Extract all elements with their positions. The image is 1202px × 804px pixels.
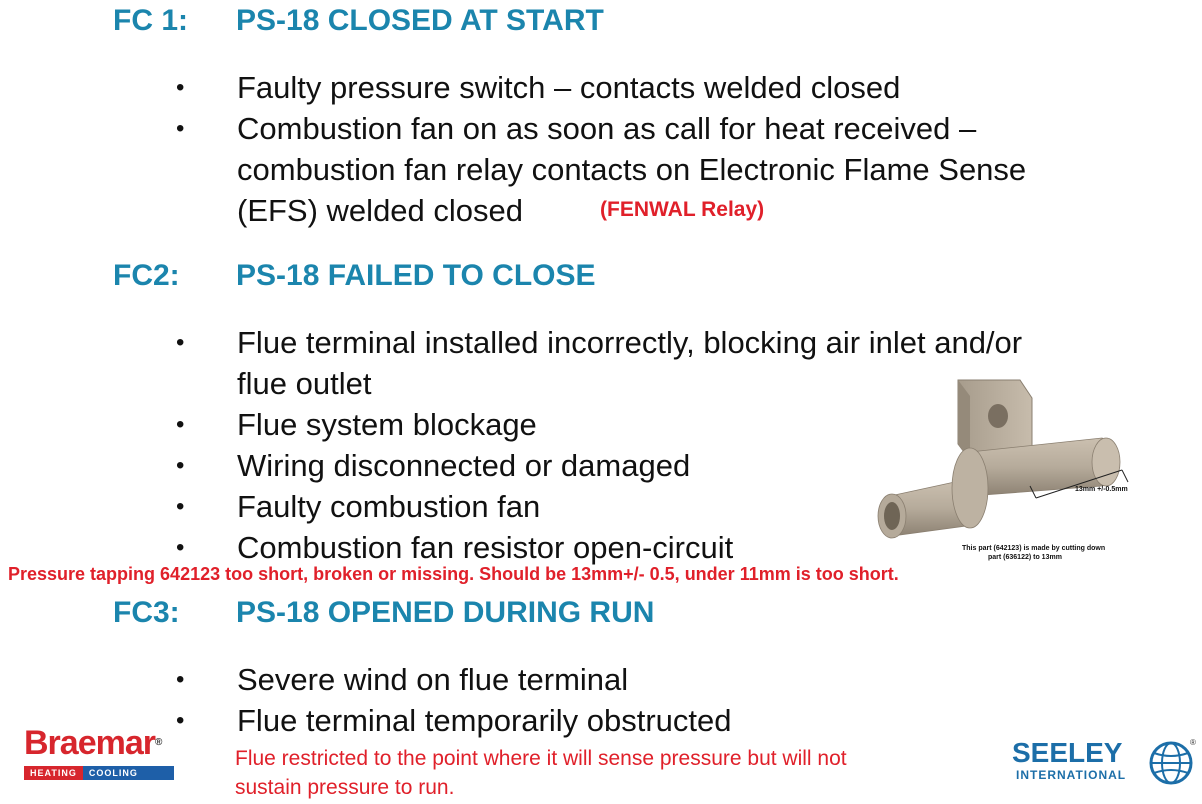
seeley-registered: ® (1190, 738, 1196, 747)
braemar-wordmark (24, 724, 161, 762)
section-heading-fc3 (113, 595, 753, 631)
pressure-tapping-note: Pressure tapping 642123 too short, broken or missing. Should be 13mm+/- 0.5, under 11mm is too short. (8, 564, 899, 584)
bullet-text: Severe wind on flue terminal (237, 662, 629, 697)
bullet-icon: • (176, 74, 185, 101)
section-code: FC3: (113, 596, 180, 629)
bullet-icon: • (176, 411, 185, 438)
section-code: FC 1: (113, 4, 188, 37)
bullet-icon: • (176, 493, 185, 520)
section-title: PS-18 FAILED TO CLOSE (236, 259, 596, 292)
braemar-name: Braemar (24, 724, 155, 762)
section-code: FC2: (113, 259, 180, 292)
pressure-tapping-part-image (870, 368, 1170, 568)
dimension-label: 13mm +/-0.5mm (1075, 486, 1128, 493)
figure-caption-line-1: This part (642123) is made by cutting down (962, 545, 1106, 552)
bullet-text: Wiring disconnected or damaged (237, 448, 691, 483)
bullet-icon: • (176, 666, 185, 693)
section-title: PS-18 OPENED DURING RUN (236, 596, 655, 629)
bullet-icon: • (176, 329, 185, 356)
section-heading-fc1 (113, 3, 713, 39)
braemar-tagline (24, 766, 174, 780)
braemar-tag-cooling: COOLING (83, 766, 174, 780)
seeley-sub: INTERNATIONAL (1016, 768, 1127, 782)
bullet-text: Combustion fan resistor open-circuit (237, 530, 734, 565)
bullet-icon: • (176, 115, 185, 142)
flue-restricted-note-line-1: Flue restricted to the point where it will sense pressure but will not (235, 747, 847, 770)
bullet-text-continuation: (EFS) welded closed (237, 193, 524, 228)
globe-icon (1148, 740, 1194, 786)
seeley-logo (1012, 738, 1198, 788)
bullet-text-continuation: combustion fan relay contacts on Electronic Flame Sense (237, 152, 1027, 187)
seeley-name: SEELEY (1012, 737, 1123, 768)
flue-restricted-note-line-2: sustain pressure to run. (235, 776, 455, 799)
bullet-text-continuation: flue outlet (237, 366, 372, 401)
bullet-text: Flue terminal installed incorrectly, blocking air inlet and/or (237, 325, 1023, 360)
braemar-registered: ® (154, 737, 162, 748)
bullet-icon: • (176, 534, 185, 561)
figure-caption-line-2: part (636122) to 13mm (988, 554, 1062, 561)
bullet-icon: • (176, 707, 185, 734)
bullet-text: Combustion fan on as soon as call for heat received – (237, 111, 977, 146)
section-heading-fc2 (113, 258, 713, 294)
pressure-tapping-figure (870, 368, 1170, 568)
braemar-tag-heating: HEATING (24, 766, 83, 780)
bullet-icon: • (176, 452, 185, 479)
bullet-text: Flue system blockage (237, 407, 537, 442)
bullet-text: Faulty pressure switch – contacts welded closed (237, 70, 901, 105)
bullet-text: Flue terminal temporarily obstructed (237, 703, 732, 738)
section-title: PS-18 CLOSED AT START (236, 4, 604, 37)
bullet-text: Faulty combustion fan (237, 489, 541, 524)
braemar-logo (24, 724, 180, 782)
fenwal-relay-note: (FENWAL Relay) (600, 198, 765, 221)
